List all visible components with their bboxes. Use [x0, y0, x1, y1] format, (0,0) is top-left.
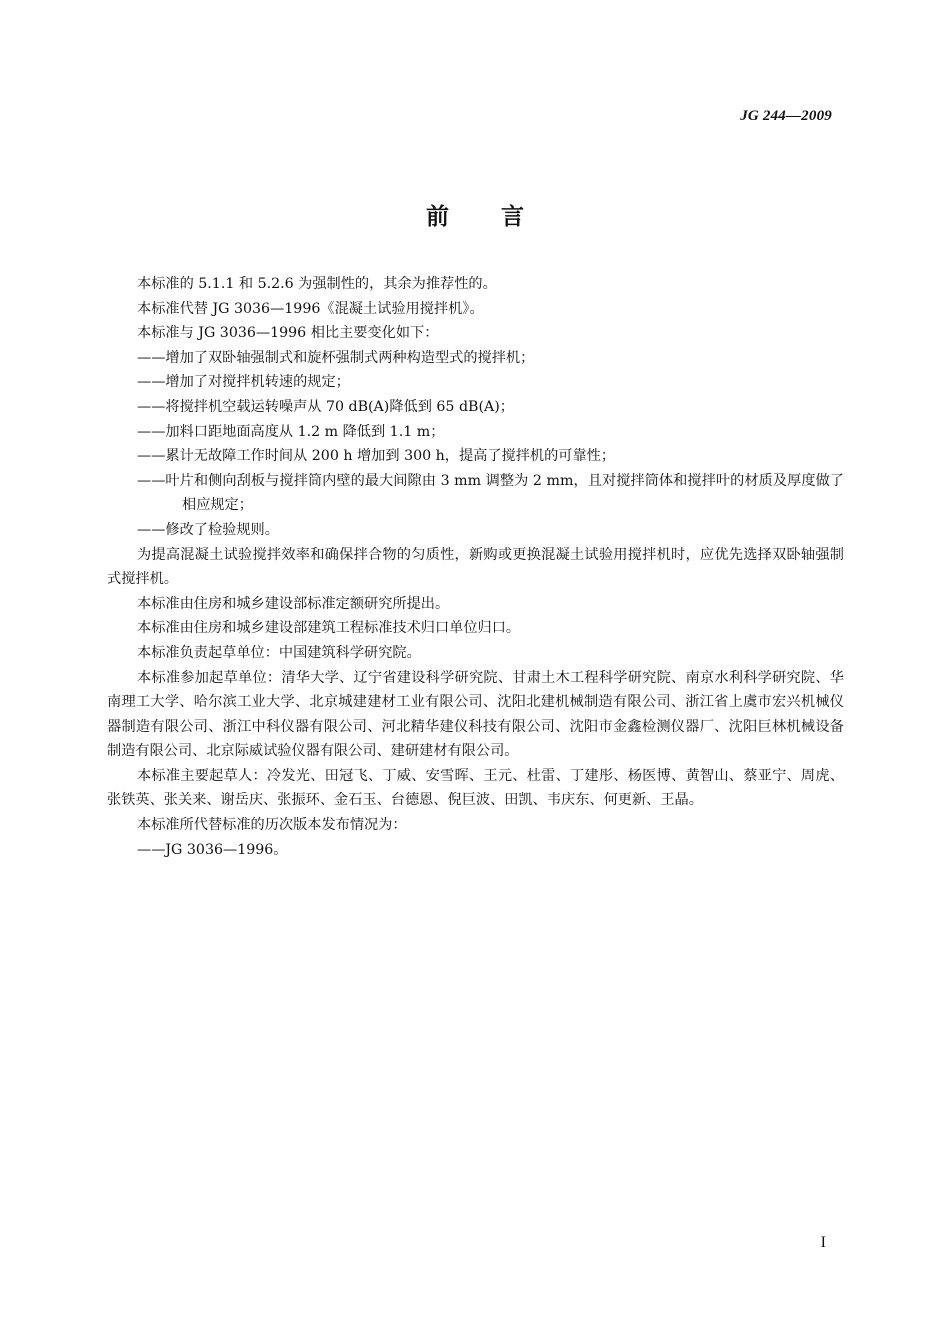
change-item: ——加料口距地面高度从 1.2 m 降低到 1.1 m；	[137, 423, 445, 440]
standard-code: JG 244—2009	[740, 108, 832, 124]
page-title: 前言	[426, 204, 576, 230]
change-item: ——叶片和侧向刮板与搅拌筒内壁的最大间隙由 3 mm 调整为 2 mm，且对搅拌筒体和搅拌叶的材质及厚度做了相应规定；	[137, 472, 844, 514]
change-item: ——累计无故障工作时间从 200 h 增加到 300 h，提高了搅拌机的可靠性；	[137, 448, 616, 465]
paragraph-replaces: 本标准代替 JG 3036—1996《混凝土试验用搅拌机》。	[137, 300, 484, 317]
paragraph-lead-drafter: 本标准负责起草单位：中国建筑科学研究院。	[137, 644, 421, 661]
paragraph-participating-drafters: 本标准参加起草单位：清华大学、辽宁省建设科学研究院、甘肃土木工程科学研究院、南京水利科学研究院、华南理工大学、哈尔滨工业大学、北京城建建材工业有限公司、沈阳北建机械制造有限公司、浙江省上虞市宏兴机械仪器制造有限公司、浙江中科仪器有限公司、河北精华建仪科技有限公司、沈阳市金鑫检测仪器厂、沈阳巨林机械设备制造有限公司、北京际威试验仪器有限公司、建研建材有限公司。	[107, 669, 844, 760]
paragraph-centralized-by: 本标准由住房和城乡建设部建筑工程标准技术归口单位归口。	[137, 620, 521, 637]
paragraph-recommendation: 为提高混凝土试验搅拌效率和确保拌合物的匀质性，新购或更换混凝土试验用搅拌机时，应优先选择双卧轴强制式搅拌机。	[107, 546, 844, 588]
change-item: ——增加了双卧轴强制式和旋杯强制式两种构造型式的搅拌机；	[137, 349, 535, 366]
history-item: ——JG 3036—1996。	[137, 841, 288, 858]
paragraph-main-drafters: 本标准主要起草人：冷发光、田冠飞、丁威、安雪晖、王元、杜雷、丁建彤、杨医博、黄智山、蔡亚宁、周虎、张铁英、张关来、谢岳庆、张振环、金石玉、台德恩、倪巨波、田凯、韦庆东、何更新、王晶。	[107, 767, 844, 809]
paragraph-mandatory-clauses: 本标准的 5.1.1 和 5.2.6 为强制性的，其余为推荐性的。	[137, 276, 497, 292]
paragraph-proposed-by: 本标准由住房和城乡建设部标准定额研究所提出。	[137, 595, 450, 612]
document-body	[107, 272, 844, 862]
change-item: ——修改了检验规则。	[137, 521, 279, 538]
change-item: ——将搅拌机空载运转噪声从 70 dB(A)降低到 65 dB(A)；	[137, 398, 514, 415]
paragraph-changes-intro: 本标准与 JG 3036—1996 相比主要变化如下：	[137, 325, 439, 342]
change-item: ——增加了对搅拌机转速的规定；	[137, 374, 350, 391]
paragraph-history-intro: 本标准所代替标准的历次版本发布情况为：	[137, 817, 407, 834]
page-number: I	[820, 1234, 826, 1251]
